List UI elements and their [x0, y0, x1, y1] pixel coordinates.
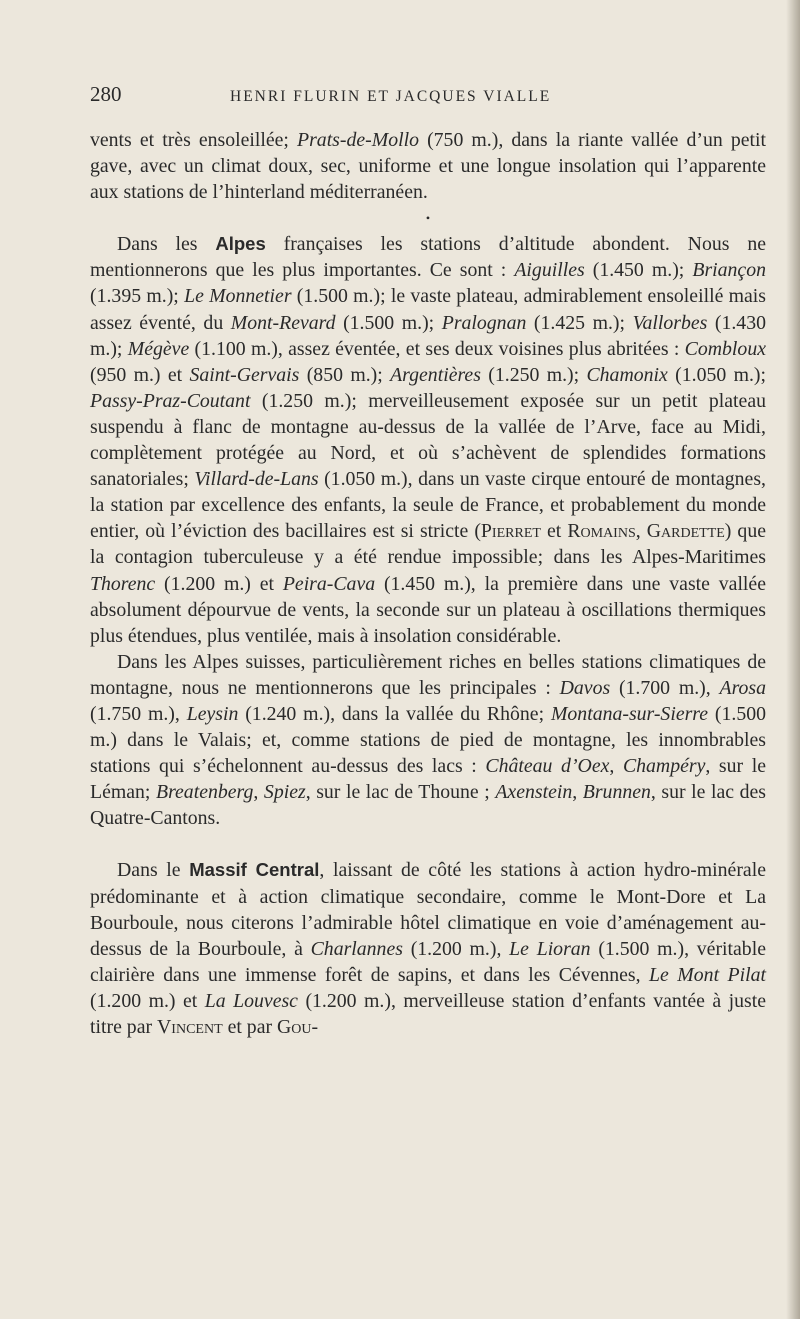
place-name: Mégève — [127, 337, 190, 360]
page-header — [90, 82, 766, 118]
place-name: Spiez — [263, 781, 306, 804]
place-name: Aiguilles — [514, 259, 585, 282]
paragraph-gap — [90, 831, 766, 857]
place-name: Vallorbes — [632, 311, 708, 334]
book-page — [90, 82, 766, 1040]
page-edge-shadow — [786, 0, 800, 1319]
place-name: Arosa — [719, 676, 767, 699]
place-name: Argentières — [390, 363, 481, 386]
place-name: Chamonix — [586, 363, 668, 386]
author-name: Pierret — [480, 520, 541, 543]
paragraph-massif-central: Dans le Massif Central, laissant de côté les stations à action hydro-minérale prédominante et à action climatique secondaire, comme le Mont-Dore et La Bourboule, nous citerons l’admirable hôtel climatique en voie d’aménagement au-dessus de la Bourboule, à Charlannes (1.200 m.), Le Lioran (1.500 m.), véritable clairière dans une immense forêt de sapins, et dans les Cévennes, Le Mont Pilat (1.200 m.) et La Louvesc (1.200 m.), merveilleuse station d’enfants vantée à juste titre par Vincent et par Gou- — [90, 859, 767, 1038]
place-name: Charlannes — [310, 937, 403, 960]
paragraph-prats-de-mollo: vents et très ensoleillée; Prats-de-Mollo (750 m.), dans la riante vallée d’un petit gave, avec un climat doux, sec, uniforme et une longue insolation qui l’apparente aux stations de l’hinterland méditerranéen. — [90, 129, 766, 204]
place-name: Davos — [559, 676, 611, 699]
place-name: Leysin — [186, 702, 239, 725]
section-separator: • — [425, 211, 431, 226]
paragraph-alpes-suisses: Dans les Alpes suisses, particulièrement riches en belles stations climatiques de montagne, nous ne mentionnerons que les principales : Davos (1.700 m.), Arosa (1.750 m.), Leysin (1.240 m.), dans la vallée du Rhône; Montana-sur-Sierre (1.500 m.) dans le Valais; et, comme stations de pied de montagne, les innombrables stations qui s’échelonnent au-dessus des lacs : Château d’Oex, Champéry, sur le Léman; Breatenberg, Spiez, sur le lac de Thoune ; Axenstein, Brunnen, sur le lac des Quatre-Cantons. — [90, 650, 767, 830]
place-name: Saint-Gervais — [189, 363, 300, 386]
place-name: Axenstein — [495, 781, 573, 804]
place-name: Breatenberg — [155, 781, 254, 804]
place-name: Champéry — [622, 755, 706, 778]
page-number: 280 — [90, 82, 122, 106]
place-name: Villard-de-Lans — [194, 468, 319, 491]
place-name: Le Monnetier — [184, 285, 292, 308]
place-name: Le Mont Pilat — [649, 963, 767, 986]
paragraph-alpes-francaises: Dans les Alpes françaises les stations d’altitude abondent. Nous ne mentionnerons que les plus importantes. Ce sont : Aiguilles (1.450 m.); Briançon (1.395 m.); Le Monnetier (1.500 m.); le vaste plateau, admirablement ensoleillé mais assez éventé, du Mont-Revard (1.500 m.); Pralognan (1.425 m.); Vallorbes (1.430 m.); Mégève (1.100 m.), assez éventée, et ses deux voisines plus abritées : Combloux (950 m.) et Saint-Gervais (850 m.); Argentières (1.250 m.); Chamonix (1.050 m.); Passy-Praz-Coutant (1.250 m.); merveilleusement exposée sur un petit plateau suspendu à flanc de montagne au-dessus de la vallée de l’Arve, face au Midi, complètement protégée au Nord, et où s’achèvent de splendides formations sanatoriales; Villard-de-Lans (1.050 m.), dans un vaste cirque entouré de montagnes, la station par excellence des enfants, la seule de France, et probablement du monde entier, où l’éviction des bacillaires est si stricte (Pierret et Romains, Gardette) que la contagion tuberculeuse y a été rendue impossible; dans les Alpes-Maritimes Thorenc (1.200 m.) et Peira-Cava (1.450 m.), la première dans une vaste vallée absolument dépourvue de vents, la seconde sur un plateau à oscillations thermiques plus étendues, plus ventilée, mais à insolation considérable. — [90, 233, 766, 647]
place-name: Briançon — [692, 259, 766, 282]
place-name: La Louvesc — [204, 989, 298, 1012]
running-title: HENRI FLURIN ET JACQUES VIALLE — [230, 88, 552, 105]
author-name: Gou- — [277, 1016, 319, 1038]
section-keyword: Alpes — [215, 233, 266, 255]
place-name: Thorenc — [90, 572, 156, 595]
place-name: Montana-sur-Sierre — [550, 702, 709, 725]
place-name: Pralognan — [441, 311, 527, 334]
place-name: Le Lioran — [509, 937, 591, 960]
author-name: Vincent — [157, 1016, 223, 1038]
section-keyword: Massif Central — [189, 859, 320, 881]
body-text — [90, 127, 766, 1040]
place-name: Passy-Praz-Coutant — [90, 389, 251, 412]
place-name: Prats-de-Mollo — [297, 129, 419, 151]
place-name: Mont-Revard — [230, 311, 336, 334]
place-name: Combloux — [684, 337, 766, 360]
place-name: Brunnen — [582, 781, 651, 804]
author-name: Romains — [567, 520, 636, 543]
author-name: Gardette — [646, 520, 725, 543]
place-name: Château d’Oex — [485, 755, 610, 778]
place-name: Peira-Cava — [282, 572, 376, 595]
